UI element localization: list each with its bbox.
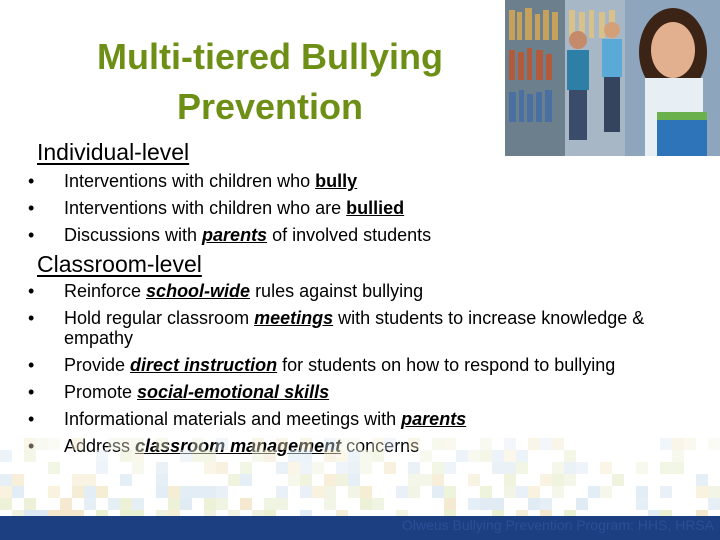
mosaic-tile (300, 438, 312, 450)
mosaic-tile (492, 450, 504, 462)
mosaic-tile (24, 450, 36, 462)
mosaic-tile (204, 486, 216, 498)
mosaic-tile (600, 486, 612, 498)
mosaic-tile (264, 450, 276, 462)
mosaic-tile (708, 498, 720, 510)
mosaic-tile (120, 450, 132, 462)
mosaic-tile (120, 438, 132, 450)
mosaic-tile (396, 486, 408, 498)
mosaic-tile (432, 474, 444, 486)
mosaic-tile (300, 486, 312, 498)
mosaic-tile (552, 462, 564, 474)
mosaic-tile (564, 450, 576, 462)
mosaic-tile (348, 438, 360, 450)
mosaic-tile (216, 498, 228, 510)
mosaic-tile (552, 474, 564, 486)
mosaic-tile (276, 486, 288, 498)
mosaic-tile (0, 474, 12, 486)
mosaic-tile (528, 486, 540, 498)
mosaic-tile (384, 462, 396, 474)
mosaic-tile (324, 450, 336, 462)
mosaic-tile (576, 462, 588, 474)
mosaic-tile (432, 438, 444, 450)
list-item: • Promote social-emotional skills (28, 382, 330, 402)
mosaic-tile (276, 498, 288, 510)
mosaic-tile (456, 450, 468, 462)
mosaic-tile (432, 486, 444, 498)
mosaic-tile (468, 450, 480, 462)
mosaic-tile (228, 474, 240, 486)
mosaic-tile (492, 498, 504, 510)
list-item: • Informational materials and meetings with parents (28, 409, 467, 429)
mosaic-tile (84, 498, 96, 510)
mosaic-tile (252, 450, 264, 462)
mosaic-tile (276, 438, 288, 450)
individual-list (28, 171, 678, 252)
mosaic-tile (0, 498, 12, 510)
mosaic-tile (564, 462, 576, 474)
mosaic-tile (408, 438, 420, 450)
mosaic-tile (492, 462, 504, 474)
mosaic-tile (420, 474, 432, 486)
mosaic-tile (444, 438, 456, 450)
mosaic-tile (180, 498, 192, 510)
mosaic-tile (660, 462, 672, 474)
mosaic-tile (684, 438, 696, 450)
mosaic-tile (408, 486, 420, 498)
mosaic-tile (504, 486, 516, 498)
mosaic-tile (204, 498, 216, 510)
mosaic-tile (132, 498, 144, 510)
bullet-icon: • (28, 171, 35, 191)
mosaic-tile (480, 450, 492, 462)
mosaic-tile (708, 438, 720, 450)
mosaic-tile (336, 450, 348, 462)
mosaic-tile (192, 438, 204, 450)
mosaic-tile (192, 486, 204, 498)
mosaic-tile (588, 486, 600, 498)
mosaic-tile (564, 474, 576, 486)
mosaic-tile (324, 498, 336, 510)
list-item: • Reinforce school-wide rules against bullying (28, 281, 424, 301)
list-item: • Discussions with parents of involved students (28, 225, 432, 245)
bullet-icon: • (28, 308, 35, 328)
mosaic-tile (348, 462, 360, 474)
section-heading-individual: Individual-level (37, 139, 190, 165)
mosaic-tile (444, 486, 456, 498)
mosaic-tile (288, 450, 300, 462)
mosaic-tile (324, 438, 336, 450)
mosaic-tile (696, 486, 708, 498)
mosaic-tile (528, 498, 540, 510)
mosaic-tile (60, 498, 72, 510)
mosaic-tile (240, 498, 252, 510)
mosaic-tile (444, 498, 456, 510)
mosaic-tile (468, 474, 480, 486)
bullet-icon: • (28, 281, 35, 301)
mosaic-tile (48, 438, 60, 450)
mosaic-tile (324, 486, 336, 498)
mosaic-tile (156, 462, 168, 474)
mosaic-tile (192, 450, 204, 462)
mosaic-tile (336, 474, 348, 486)
mosaic-tile (660, 438, 672, 450)
mosaic-tile (612, 474, 624, 486)
mosaic-tile (12, 474, 24, 486)
mosaic-tile (504, 474, 516, 486)
bullet-icon: • (28, 198, 35, 218)
mosaic-tile (672, 462, 684, 474)
mosaic-tile (84, 486, 96, 498)
mosaic-tile (600, 462, 612, 474)
mosaic-tile (636, 498, 648, 510)
list-item: • Address classroom management concerns (28, 436, 420, 456)
mosaic-tile (696, 474, 708, 486)
mosaic-tile (516, 450, 528, 462)
mosaic-tile (276, 462, 288, 474)
mosaic-tile (120, 474, 132, 486)
mosaic-tile (132, 450, 144, 462)
decorative-mosaic (0, 438, 720, 516)
list-item: • Interventions with children who bully (28, 171, 358, 191)
mosaic-tile (216, 486, 228, 498)
section-heading-classroom: Classroom-level (37, 251, 202, 277)
mosaic-tile (312, 486, 324, 498)
mosaic-tile (540, 498, 552, 510)
mosaic-tile (72, 474, 84, 486)
footer-credit: Olweus Bullying Prevention Program; HHS, HRSA (401, 517, 714, 533)
mosaic-tile (180, 450, 192, 462)
mosaic-tile (480, 498, 492, 510)
mosaic-tile (48, 462, 60, 474)
mosaic-tile (36, 438, 48, 450)
mosaic-tile (0, 450, 12, 462)
mosaic-tile (360, 450, 372, 462)
mosaic-tile (108, 438, 120, 450)
bullet-icon: • (28, 355, 35, 375)
mosaic-tile (24, 438, 36, 450)
mosaic-tile (372, 498, 384, 510)
mosaic-tile (324, 474, 336, 486)
mosaic-tile (300, 462, 312, 474)
mosaic-tile (132, 438, 144, 450)
bullet-icon: • (28, 382, 35, 402)
mosaic-tile (336, 462, 348, 474)
mosaic-tile (96, 450, 108, 462)
mosaic-tile (336, 438, 348, 450)
mosaic-tile (72, 438, 84, 450)
mosaic-tile (348, 486, 360, 498)
mosaic-tile (12, 486, 24, 498)
slide-title: Multi-tiered Bullying Prevention (97, 36, 443, 127)
mosaic-tile (372, 450, 384, 462)
mosaic-tile (216, 462, 228, 474)
mosaic-tile (300, 450, 312, 462)
mosaic-tile (480, 438, 492, 450)
mosaic-tile (72, 486, 84, 498)
footer-bar (0, 516, 720, 540)
mosaic-tile (636, 462, 648, 474)
mosaic-tile (204, 462, 216, 474)
mosaic-tile (84, 474, 96, 486)
mosaic-tile (708, 486, 720, 498)
mosaic-tile (240, 474, 252, 486)
mosaic-tile (132, 462, 144, 474)
mosaic-tile (552, 486, 564, 498)
mosaic-tile (540, 474, 552, 486)
mosaic-tile (504, 450, 516, 462)
mosaic-tile (516, 486, 528, 498)
bullet-icon: • (28, 409, 35, 429)
mosaic-tile (264, 498, 276, 510)
mosaic-tile (156, 438, 168, 450)
mosaic-tile (240, 462, 252, 474)
mosaic-tile (528, 438, 540, 450)
mosaic-tile (96, 486, 108, 498)
mosaic-tile (0, 486, 12, 498)
mosaic-tile (180, 486, 192, 498)
bullet-icon: • (28, 436, 35, 456)
mosaic-tile (516, 462, 528, 474)
mosaic-tile (204, 450, 216, 462)
students-library-photo (505, 0, 720, 156)
mosaic-tile (504, 438, 516, 450)
mosaic-tile (444, 462, 456, 474)
mosaic-tile (156, 474, 168, 486)
mosaic-tile (288, 474, 300, 486)
mosaic-tile (432, 462, 444, 474)
mosaic-tile (168, 486, 180, 498)
mosaic-tile (372, 438, 384, 450)
mosaic-tile (420, 450, 432, 462)
classroom-list (28, 281, 678, 463)
mosaic-tile (348, 474, 360, 486)
mosaic-tile (156, 486, 168, 498)
mosaic-tile (576, 498, 588, 510)
list-item: • Interventions with children who are bullied (28, 198, 405, 218)
mosaic-tile (480, 486, 492, 498)
mosaic-tile (408, 462, 420, 474)
mosaic-tile (216, 438, 228, 450)
mosaic-tile (504, 462, 516, 474)
mosaic-tile (408, 474, 420, 486)
mosaic-tile (672, 438, 684, 450)
mosaic-tile (312, 462, 324, 474)
mosaic-tile (108, 498, 120, 510)
mosaic-tile (360, 462, 372, 474)
mosaic-tile (288, 462, 300, 474)
mosaic-tile (120, 498, 132, 510)
mosaic-tile (552, 438, 564, 450)
mosaic-tile (96, 462, 108, 474)
mosaic-tile (672, 450, 684, 462)
mosaic-tile (468, 498, 480, 510)
mosaic-tile (252, 438, 264, 450)
mosaic-tile (360, 486, 372, 498)
mosaic-tile (348, 450, 360, 462)
mosaic-tile (636, 486, 648, 498)
bullet-icon: • (28, 225, 35, 245)
mosaic-tile (660, 486, 672, 498)
mosaic-tile (168, 498, 180, 510)
mosaic-tile (300, 474, 312, 486)
mosaic-tile (48, 486, 60, 498)
mosaic-tile (360, 498, 372, 510)
list-item: • Provide direct instruction for students on how to respond to bullying (28, 355, 616, 375)
mosaic-tile (540, 438, 552, 450)
mosaic-tile (384, 438, 396, 450)
list-item: • Hold regular classroom meetings with students to increase knowledge & empathy (28, 308, 645, 348)
mosaic-tile (24, 498, 36, 510)
